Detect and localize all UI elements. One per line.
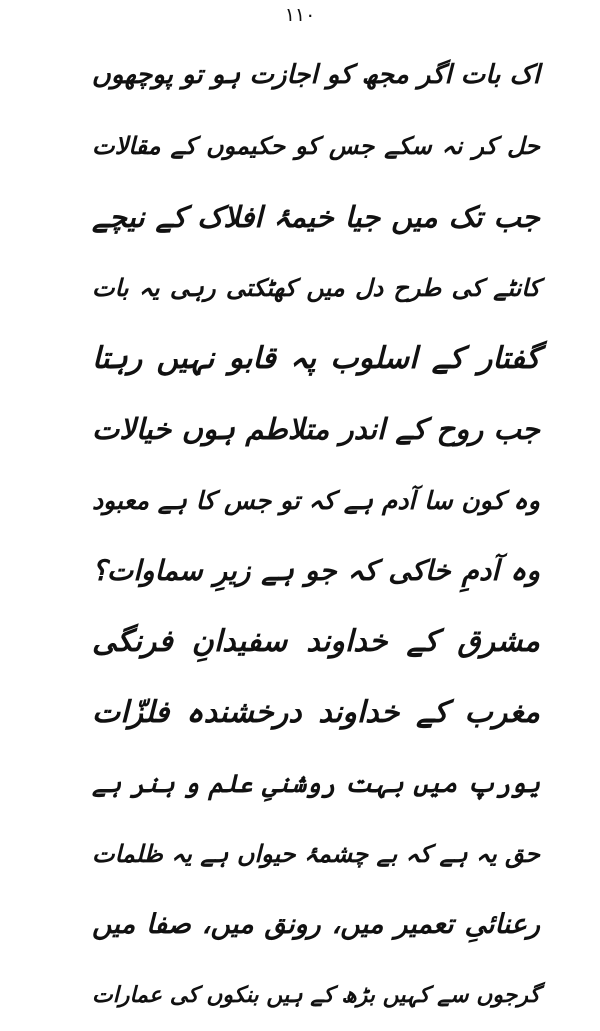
verse-text: حل کر نہ سکے جس کو حکیموں کے مقالات: [92, 132, 540, 161]
verse-text: مغرب کے خداوند درخشندہ فلزّات: [92, 695, 540, 731]
verse-line: [92, 960, 540, 1031]
verse-line: [92, 606, 540, 677]
page-number: ۱۱۰: [284, 4, 316, 26]
verse-line: [92, 182, 540, 253]
verse-line: [92, 394, 540, 465]
verse-line: [92, 252, 540, 323]
verse-text: وہ کون سا آدم ہے کہ تو جس کا ہے معبود: [92, 485, 540, 515]
verse-line: [92, 819, 540, 890]
verse-text: حق یہ ہے کہ بے چشمۂ حیواں ہے یہ ظلمات: [92, 840, 541, 869]
verse-text: جب روح کے اندر متلاطم ہوں خیالات: [92, 412, 540, 447]
poem-verses: [92, 40, 540, 1031]
verse-text: وہ آدمِ خاکی کہ جو ہے زیرِ سماوات؟: [92, 554, 540, 588]
verse-text: گرجوں سے کہیں بڑھ کے ہیں بنکوں کی عمارات: [92, 983, 540, 1009]
verse-line: [92, 677, 540, 748]
verse-text: اک بات اگر مجھ کو اجازت ہو تو پوچھوں: [91, 60, 540, 91]
verse-text: کانٹے کی طرح دل میں کھٹکتی رہی یہ بات: [92, 273, 540, 302]
verse-text: گفتار کے اسلوب پہ قابو نہیں رہتا: [92, 341, 540, 377]
verse-line: [92, 890, 540, 961]
verse-line: [92, 323, 540, 394]
verse-line: [92, 40, 540, 111]
verse-text: یورپ میں بہت روشنیِ علم و ہنر ہے: [92, 768, 540, 798]
verse-line: [92, 536, 540, 607]
verse-line: [92, 111, 540, 182]
verse-text: رعنائیِ تعمیر میں، رونق میں، صفا میں: [92, 909, 540, 941]
verse-text: مشرق کے خداوند سفیدانِ فرنگی: [92, 624, 540, 660]
verse-line: [92, 748, 540, 819]
verse-text: جب تک میں جیا خیمۂ افلاک کے نیچے: [92, 199, 540, 234]
verse-line: [92, 465, 540, 536]
